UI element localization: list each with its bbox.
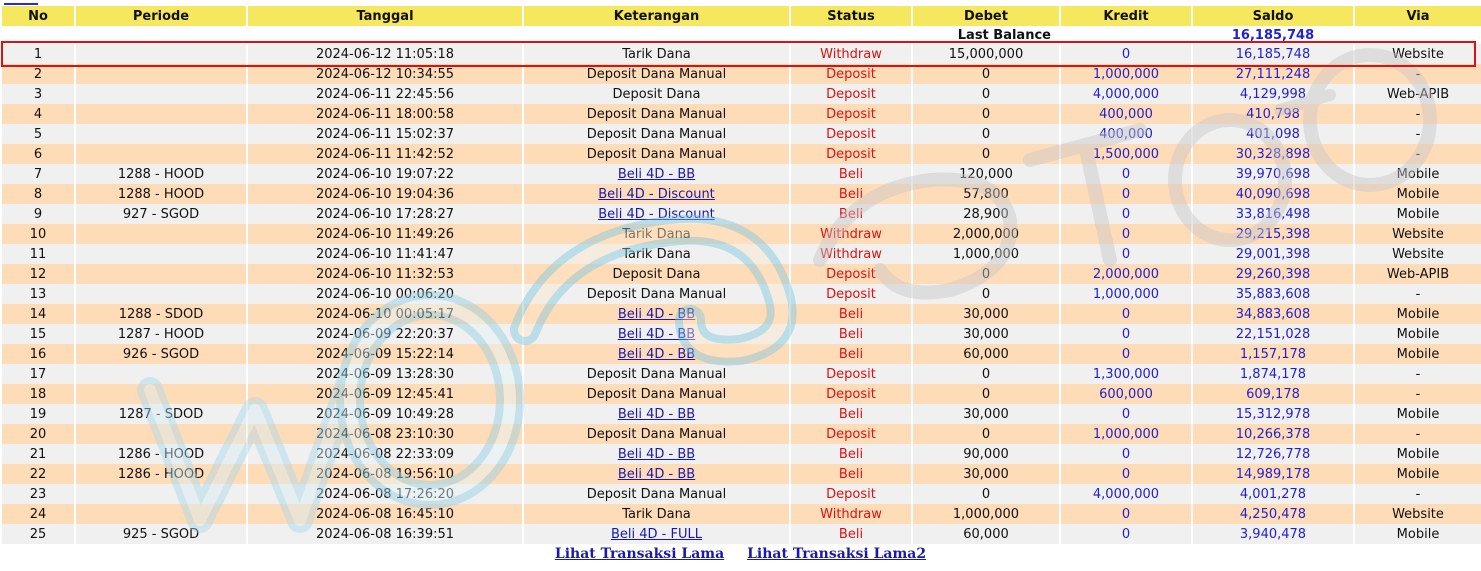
row-status: Beli xyxy=(791,404,911,424)
table-row xyxy=(2,104,1481,124)
row-no: 1 xyxy=(2,44,74,64)
row-saldo: 12,726,778 xyxy=(1193,444,1353,464)
row-debet: 1,000,000 xyxy=(913,244,1059,264)
row-no: 23 xyxy=(2,484,74,504)
row-no: 4 xyxy=(2,104,74,124)
row-status: Deposit xyxy=(791,364,911,384)
table-row xyxy=(2,164,1481,184)
row-tanggal: 2024-06-09 22:20:37 xyxy=(248,324,522,344)
row-tanggal: 2024-06-10 11:32:53 xyxy=(248,264,522,284)
row-via: Mobile xyxy=(1355,524,1481,544)
row-no: 12 xyxy=(2,264,74,284)
row-keterangan: Tarik Dana xyxy=(524,224,789,244)
row-keterangan xyxy=(524,464,789,484)
row-tanggal: 2024-06-09 15:22:14 xyxy=(248,344,522,364)
row-status: Beli xyxy=(791,204,911,224)
row-tanggal: 2024-06-08 16:39:51 xyxy=(248,524,522,544)
row-kredit: 0 xyxy=(1061,164,1191,184)
row-saldo: 4,250,478 xyxy=(1193,504,1353,524)
row-keterangan: Deposit Dana Manual xyxy=(524,384,789,404)
row-via: Mobile xyxy=(1355,464,1481,484)
row-periode xyxy=(76,424,246,444)
row-saldo: 1,157,178 xyxy=(1193,344,1353,364)
row-via: Web-APIB xyxy=(1355,84,1481,104)
row-periode xyxy=(76,484,246,504)
row-saldo: 609,178 xyxy=(1193,384,1353,404)
row-keterangan xyxy=(524,444,789,464)
row-tanggal: 2024-06-11 22:45:56 xyxy=(248,84,522,104)
detail-link[interactable]: Beli 4D - BB xyxy=(617,446,696,462)
row-no: 2 xyxy=(2,64,74,84)
row-debet: 57,800 xyxy=(913,184,1059,204)
row-keterangan xyxy=(524,344,789,364)
row-tanggal: 2024-06-08 23:10:30 xyxy=(248,424,522,444)
table-row xyxy=(2,344,1481,364)
row-status: Withdraw xyxy=(791,44,911,64)
last-balance-label: Last Balance xyxy=(2,26,1059,44)
row-saldo: 10,266,378 xyxy=(1193,424,1353,444)
table-row xyxy=(2,184,1481,204)
transaction-table xyxy=(0,6,1481,544)
row-periode xyxy=(76,144,246,164)
row-via: Website xyxy=(1355,244,1481,264)
table-row xyxy=(2,84,1481,104)
row-saldo: 33,816,498 xyxy=(1193,204,1353,224)
row-keterangan: Tarik Dana xyxy=(524,244,789,264)
row-status: Beli xyxy=(791,464,911,484)
row-saldo: 410,798 xyxy=(1193,104,1353,124)
row-keterangan xyxy=(524,404,789,424)
row-via: Mobile xyxy=(1355,344,1481,364)
row-saldo: 39,970,698 xyxy=(1193,164,1353,184)
row-status: Beli xyxy=(791,184,911,204)
header-debet: Debet xyxy=(913,6,1059,26)
row-keterangan: Tarik Dana xyxy=(524,504,789,524)
table-row xyxy=(2,204,1481,224)
row-via: Mobile xyxy=(1355,404,1481,424)
row-tanggal: 2024-06-08 16:45:10 xyxy=(248,504,522,524)
row-keterangan: Deposit Dana Manual xyxy=(524,124,789,144)
row-saldo: 4,129,998 xyxy=(1193,84,1353,104)
row-no: 15 xyxy=(2,324,74,344)
row-no: 14 xyxy=(2,304,74,324)
row-saldo: 29,260,398 xyxy=(1193,264,1353,284)
row-debet: 0 xyxy=(913,384,1059,404)
table-row xyxy=(2,244,1481,264)
top-link[interactable] xyxy=(4,0,38,5)
row-periode: 1287 - HOOD xyxy=(76,324,246,344)
row-tanggal: 2024-06-08 22:33:09 xyxy=(248,444,522,464)
row-kredit: 0 xyxy=(1061,324,1191,344)
row-periode: 1287 - SDOD xyxy=(76,404,246,424)
row-no: 6 xyxy=(2,144,74,164)
row-kredit: 0 xyxy=(1061,244,1191,264)
row-via: Mobile xyxy=(1355,444,1481,464)
row-debet: 0 xyxy=(913,144,1059,164)
row-no: 16 xyxy=(2,344,74,364)
table-row xyxy=(2,264,1481,284)
header-saldo: Saldo xyxy=(1193,6,1353,26)
last-balance-value: 16,185,748 xyxy=(1193,26,1353,44)
row-keterangan xyxy=(524,524,789,544)
row-keterangan: Deposit Dana xyxy=(524,264,789,284)
row-periode xyxy=(76,384,246,404)
row-saldo: 34,883,608 xyxy=(1193,304,1353,324)
row-saldo: 15,312,978 xyxy=(1193,404,1353,424)
row-via: - xyxy=(1355,284,1481,304)
row-no: 7 xyxy=(2,164,74,184)
row-kredit: 1,500,000 xyxy=(1061,144,1191,164)
row-kredit: 0 xyxy=(1061,184,1191,204)
row-no: 18 xyxy=(2,384,74,404)
row-status: Deposit xyxy=(791,84,911,104)
detail-link[interactable]: Beli 4D - Discount xyxy=(598,206,715,222)
row-debet: 0 xyxy=(913,284,1059,304)
footer-links xyxy=(0,546,1481,562)
row-kredit: 400,000 xyxy=(1061,124,1191,144)
row-status: Beli xyxy=(791,324,911,344)
row-saldo: 27,111,248 xyxy=(1193,64,1353,84)
row-kredit: 4,000,000 xyxy=(1061,484,1191,504)
table-row xyxy=(2,64,1481,84)
row-no: 3 xyxy=(2,84,74,104)
detail-link[interactable]: Beli 4D - BB xyxy=(617,466,696,482)
row-no: 19 xyxy=(2,404,74,424)
row-tanggal: 2024-06-11 11:42:52 xyxy=(248,144,522,164)
row-kredit: 600,000 xyxy=(1061,384,1191,404)
row-debet: 2,000,000 xyxy=(913,224,1059,244)
row-kredit: 0 xyxy=(1061,404,1191,424)
last-balance-row xyxy=(2,26,1481,44)
row-no: 22 xyxy=(2,464,74,484)
row-saldo: 35,883,608 xyxy=(1193,284,1353,304)
detail-link[interactable]: Beli 4D - FULL xyxy=(611,526,702,542)
row-debet: 15,000,000 xyxy=(913,44,1059,64)
row-debet: 0 xyxy=(913,424,1059,444)
detail-link[interactable]: Beli 4D - BB xyxy=(617,346,696,362)
row-no: 10 xyxy=(2,224,74,244)
row-no: 9 xyxy=(2,204,74,224)
row-saldo: 16,185,748 xyxy=(1193,44,1353,64)
row-tanggal: 2024-06-08 19:56:10 xyxy=(248,464,522,484)
row-via: Mobile xyxy=(1355,324,1481,344)
row-periode xyxy=(76,64,246,84)
row-debet: 0 xyxy=(913,484,1059,504)
row-kredit: 0 xyxy=(1061,304,1191,324)
row-status: Beli xyxy=(791,444,911,464)
row-debet: 0 xyxy=(913,64,1059,84)
row-status: Withdraw xyxy=(791,504,911,524)
row-periode xyxy=(76,504,246,524)
header-periode: Periode xyxy=(76,6,246,26)
row-periode xyxy=(76,84,246,104)
row-debet: 30,000 xyxy=(913,404,1059,424)
table-header-row xyxy=(2,6,1481,26)
table-row xyxy=(2,364,1481,384)
row-keterangan xyxy=(524,184,789,204)
table-row xyxy=(2,484,1481,504)
table-row xyxy=(2,444,1481,464)
row-kredit: 400,000 xyxy=(1061,104,1191,124)
row-keterangan: Deposit Dana xyxy=(524,84,789,104)
table-row xyxy=(2,384,1481,404)
row-saldo: 3,940,478 xyxy=(1193,524,1353,544)
row-status: Deposit xyxy=(791,64,911,84)
row-kredit: 2,000,000 xyxy=(1061,264,1191,284)
row-status: Beli xyxy=(791,524,911,544)
row-keterangan: Deposit Dana Manual xyxy=(524,284,789,304)
row-periode xyxy=(76,124,246,144)
row-periode xyxy=(76,284,246,304)
row-tanggal: 2024-06-10 00:05:17 xyxy=(248,304,522,324)
row-kredit: 4,000,000 xyxy=(1061,84,1191,104)
row-periode xyxy=(76,224,246,244)
row-periode: 1286 - HOOD xyxy=(76,464,246,484)
row-tanggal: 2024-06-10 19:07:22 xyxy=(248,164,522,184)
row-kredit: 1,000,000 xyxy=(1061,424,1191,444)
row-via: Website xyxy=(1355,224,1481,244)
row-via: - xyxy=(1355,424,1481,444)
row-tanggal: 2024-06-12 10:34:55 xyxy=(248,64,522,84)
row-tanggal: 2024-06-10 17:28:27 xyxy=(248,204,522,224)
row-status: Deposit xyxy=(791,104,911,124)
row-periode xyxy=(76,244,246,264)
row-no: 13 xyxy=(2,284,74,304)
row-saldo: 4,001,278 xyxy=(1193,484,1353,504)
row-tanggal: 2024-06-10 11:41:47 xyxy=(248,244,522,264)
row-via: Website xyxy=(1355,44,1481,64)
detail-link[interactable]: Beli 4D - BB xyxy=(617,326,696,342)
row-debet: 30,000 xyxy=(913,304,1059,324)
row-keterangan xyxy=(524,164,789,184)
row-no: 11 xyxy=(2,244,74,264)
row-periode: 1286 - HOOD xyxy=(76,444,246,464)
row-periode: 1288 - SDOD xyxy=(76,304,246,324)
row-kredit: 0 xyxy=(1061,444,1191,464)
header-kredit: Kredit xyxy=(1061,6,1191,26)
row-keterangan: Deposit Dana Manual xyxy=(524,424,789,444)
header-tanggal: Tanggal xyxy=(248,6,522,26)
row-no: 8 xyxy=(2,184,74,204)
row-kredit: 1,000,000 xyxy=(1061,64,1191,84)
row-kredit: 0 xyxy=(1061,464,1191,484)
row-via: Website xyxy=(1355,504,1481,524)
row-keterangan: Deposit Dana Manual xyxy=(524,104,789,124)
row-via: - xyxy=(1355,64,1481,84)
row-status: Deposit xyxy=(791,424,911,444)
row-periode: 1288 - HOOD xyxy=(76,184,246,204)
table-row xyxy=(2,524,1481,544)
row-debet: 28,900 xyxy=(913,204,1059,224)
table-row xyxy=(2,224,1481,244)
header-via: Via xyxy=(1355,6,1481,26)
table-row xyxy=(2,464,1481,484)
row-saldo: 30,328,898 xyxy=(1193,144,1353,164)
row-debet: 0 xyxy=(913,364,1059,384)
row-via: - xyxy=(1355,364,1481,384)
row-tanggal: 2024-06-10 11:49:26 xyxy=(248,224,522,244)
row-kredit: 0 xyxy=(1061,344,1191,364)
header-keterangan: Keterangan xyxy=(524,6,789,26)
detail-link[interactable]: Beli 4D - Discount xyxy=(598,186,715,202)
row-debet: 60,000 xyxy=(913,524,1059,544)
row-periode xyxy=(76,44,246,64)
row-tanggal: 2024-06-10 19:04:36 xyxy=(248,184,522,204)
table-row xyxy=(2,124,1481,144)
row-via: Mobile xyxy=(1355,184,1481,204)
row-status: Deposit xyxy=(791,264,911,284)
row-debet: 60,000 xyxy=(913,344,1059,364)
row-status: Withdraw xyxy=(791,244,911,264)
row-tanggal: 2024-06-11 18:00:58 xyxy=(248,104,522,124)
row-status: Withdraw xyxy=(791,224,911,244)
row-keterangan: Deposit Dana Manual xyxy=(524,484,789,504)
row-kredit: 0 xyxy=(1061,224,1191,244)
row-via: Web-APIB xyxy=(1355,264,1481,284)
row-status: Beli xyxy=(791,304,911,324)
row-periode xyxy=(76,104,246,124)
row-via: Mobile xyxy=(1355,164,1481,184)
row-debet: 0 xyxy=(913,104,1059,124)
row-keterangan xyxy=(524,324,789,344)
row-keterangan xyxy=(524,304,789,324)
row-debet: 120,000 xyxy=(913,164,1059,184)
row-status: Beli xyxy=(791,344,911,364)
row-via: - xyxy=(1355,144,1481,164)
row-saldo: 1,874,178 xyxy=(1193,364,1353,384)
table-row xyxy=(2,44,1481,64)
header-no: No xyxy=(2,6,74,26)
row-debet: 0 xyxy=(913,264,1059,284)
row-kredit: 1,300,000 xyxy=(1061,364,1191,384)
row-kredit: 0 xyxy=(1061,504,1191,524)
row-kredit: 1,000,000 xyxy=(1061,284,1191,304)
row-no: 21 xyxy=(2,444,74,464)
row-no: 17 xyxy=(2,364,74,384)
old-transactions-link-2[interactable]: Lihat Transaksi Lama2 xyxy=(747,546,927,562)
row-status: Beli xyxy=(791,164,911,184)
table-row xyxy=(2,284,1481,304)
header-status: Status xyxy=(791,6,911,26)
row-kredit: 0 xyxy=(1061,204,1191,224)
detail-link[interactable]: Beli 4D - BB xyxy=(617,306,696,322)
row-tanggal: 2024-06-12 11:05:18 xyxy=(248,44,522,64)
row-via: Mobile xyxy=(1355,204,1481,224)
detail-link[interactable]: Beli 4D - BB xyxy=(617,166,696,182)
row-via: - xyxy=(1355,384,1481,404)
row-status: Deposit xyxy=(791,384,911,404)
row-keterangan: Deposit Dana Manual xyxy=(524,64,789,84)
table-row xyxy=(2,404,1481,424)
row-no: 24 xyxy=(2,504,74,524)
table-row xyxy=(2,144,1481,164)
row-status: Deposit xyxy=(791,484,911,504)
row-no: 20 xyxy=(2,424,74,444)
row-saldo: 29,001,398 xyxy=(1193,244,1353,264)
row-keterangan: Deposit Dana Manual xyxy=(524,144,789,164)
row-keterangan: Tarik Dana xyxy=(524,44,789,64)
row-kredit: 0 xyxy=(1061,524,1191,544)
row-tanggal: 2024-06-09 12:45:41 xyxy=(248,384,522,404)
table-row xyxy=(2,424,1481,444)
row-status: Deposit xyxy=(791,124,911,144)
row-tanggal: 2024-06-08 17:26:20 xyxy=(248,484,522,504)
row-saldo: 401,098 xyxy=(1193,124,1353,144)
row-debet: 30,000 xyxy=(913,464,1059,484)
row-debet: 30,000 xyxy=(913,324,1059,344)
row-saldo: 40,090,698 xyxy=(1193,184,1353,204)
row-via: - xyxy=(1355,104,1481,124)
row-debet: 0 xyxy=(913,84,1059,104)
old-transactions-link[interactable]: Lihat Transaksi Lama xyxy=(554,546,725,562)
row-status: Deposit xyxy=(791,284,911,304)
row-saldo: 22,151,028 xyxy=(1193,324,1353,344)
row-debet: 0 xyxy=(913,124,1059,144)
row-debet: 1,000,000 xyxy=(913,504,1059,524)
row-saldo: 29,215,398 xyxy=(1193,224,1353,244)
row-periode: 926 - SGOD xyxy=(76,344,246,364)
row-periode xyxy=(76,364,246,384)
row-via: Mobile xyxy=(1355,304,1481,324)
row-periode: 1288 - HOOD xyxy=(76,164,246,184)
row-periode: 925 - SGOD xyxy=(76,524,246,544)
row-via: - xyxy=(1355,124,1481,144)
row-tanggal: 2024-06-11 15:02:37 xyxy=(248,124,522,144)
row-saldo: 14,989,178 xyxy=(1193,464,1353,484)
row-tanggal: 2024-06-09 13:28:30 xyxy=(248,364,522,384)
detail-link[interactable]: Beli 4D - BB xyxy=(617,406,696,422)
row-no: 5 xyxy=(2,124,74,144)
row-no: 25 xyxy=(2,524,74,544)
row-periode xyxy=(76,264,246,284)
row-debet: 90,000 xyxy=(913,444,1059,464)
row-via: - xyxy=(1355,484,1481,504)
table-row xyxy=(2,304,1481,324)
row-kredit: 0 xyxy=(1061,44,1191,64)
row-periode: 927 - SGOD xyxy=(76,204,246,224)
table-row xyxy=(2,324,1481,344)
row-status: Deposit xyxy=(791,144,911,164)
row-tanggal: 2024-06-10 00:06:20 xyxy=(248,284,522,304)
row-keterangan: Deposit Dana Manual xyxy=(524,364,789,384)
table-row xyxy=(2,504,1481,524)
row-tanggal: 2024-06-09 10:49:28 xyxy=(248,404,522,424)
row-keterangan xyxy=(524,204,789,224)
